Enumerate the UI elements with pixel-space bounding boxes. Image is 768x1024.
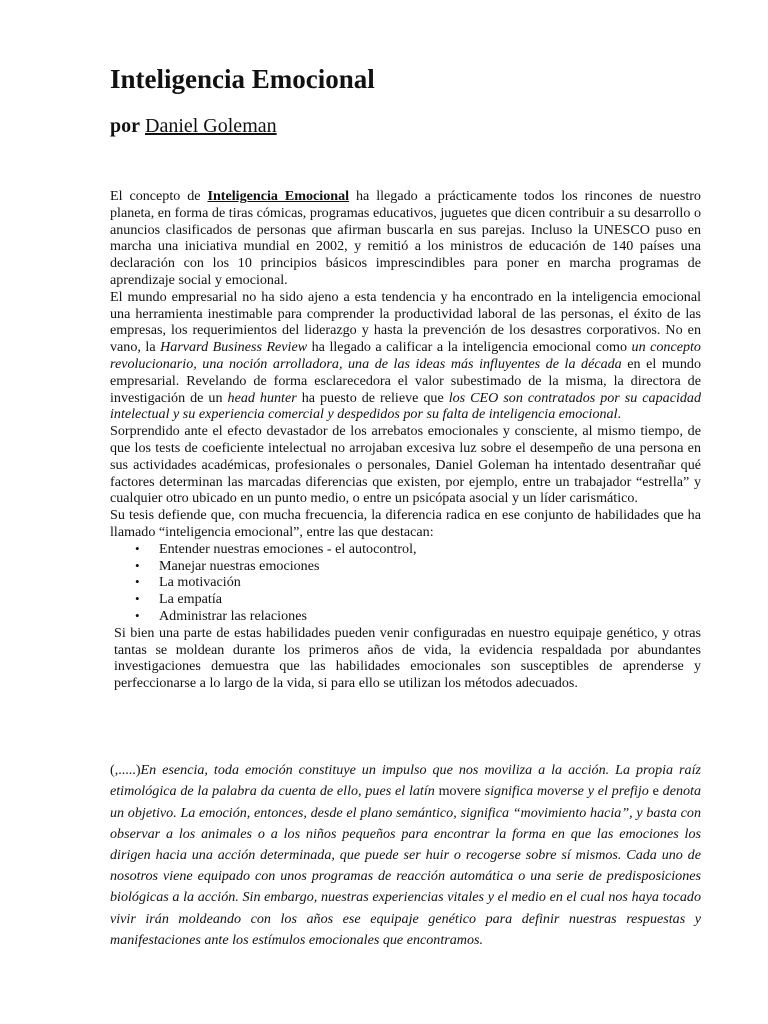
list-item: • Administrar las relaciones	[159, 608, 701, 625]
p2-italic-ceo: los CEO son contratados por su capacidad intelectual y su experiencia comercial y despedidos por su falta de inteligencia emocional	[110, 389, 702, 423]
p2-text-e: .	[617, 406, 622, 423]
skills-list	[110, 541, 701, 625]
paragraph-4: Su tesis defiende que, con mucha frecuencia, la diferencia radica en ese conjunto de habilidades que ha llamado “inteligencia emocional”, entre las que destacan:	[110, 507, 701, 540]
quote-ellipsis: (,.....)	[110, 762, 141, 779]
p2-text-d: ha puesto de relieve que	[296, 389, 449, 406]
p1-text-a: El concepto de	[110, 188, 208, 204]
p2-italic-hbr: Harvard Business Review	[160, 339, 308, 356]
article-body	[110, 188, 701, 692]
list-item: • La empatía	[159, 591, 701, 608]
author-link[interactable]: Daniel Goleman	[145, 115, 277, 137]
byline	[110, 113, 277, 139]
quote-italic-2: significa moverse y el prefijo	[484, 783, 649, 800]
paragraph-1	[110, 188, 701, 289]
document-title: Inteligencia Emocional	[110, 64, 375, 94]
quote-text-movere: movere	[434, 783, 485, 800]
list-item: • Entender nuestras emociones - el autocontrol,	[159, 541, 701, 558]
paragraph-2	[110, 289, 701, 423]
paragraph-5: Si bien una parte de estas habilidades pueden venir configuradas en nuestro equipaje genético, y otras tantas se moldean durante los primeros años de vida, la evidencia respaldada por abundantes investigaciones demuestra que las habilidades emocionales son susceptibles de aprenderse y perfeccionarse a lo largo de la vida, si para ello se utilizan los métodos adecuados.	[114, 624, 701, 692]
quote-text-e: e	[648, 783, 663, 800]
p1-text-b: ha llegado a prácticamente todos los rincones de nuestro planeta, en forma de tiras cómicas, programas educativos, juguetes que dicen contribuir a su desarrollo o anuncios clasificados de personas que afirman buscarla en sus parejas. Incluso la UNESCO puso en marcha una iniciativa mundial en 2002, y remitió a los ministros de educación de 140 países una declaración con los 10 principios básicos imprescindibles para poner en marcha programas de aprendizaje social y emocional.	[110, 188, 701, 288]
byline-prefix: por	[110, 115, 140, 137]
p2-italic-head-hunter: head hunter	[227, 389, 297, 406]
p2-text-b: ha llegado a calificar a la inteligencia emocional como	[307, 339, 632, 356]
quote-paragraph	[110, 760, 701, 951]
p2-italic-concepto: un concepto revolucionario, una noción arrolladora, una de las ideas más influyentes de la década	[110, 339, 701, 372]
list-item: • Manejar nuestras emociones	[159, 558, 701, 575]
quote-italic-1: En esencia, toda emoción constituye un impulso que nos moviliza a la acción. La propia raíz etimológica de la palabra da cuenta de ello, pues el latín	[110, 762, 701, 800]
p2-text-a: El mundo empresarial no ha sido ajeno a esta tendencia y ha encontrado en la inteligencia emocional una herramienta inestimable para comprender la productividad laboral de las personas, el éxito de las empresas, los requerimientos del liderazgo y hasta la prevención de los desastres corporativos. No en vano, la	[110, 288, 701, 356]
paragraph-3: Sorprendido ante el efecto devastador de los arrebatos emocionales y consciente, al mismo tiempo, de que los tests de coeficiente intelectual no arrojaban excesiva luz sobre el desempeño de una persona en sus actividades académicas, profesionales o personales, Daniel Goleman ha intentado desentrañar qué factores determinan las marcadas diferencias que existen, por ejemplo, entre un trabajador “estrella” y cualquier otro ubicado en un punto medio, o entre un psicópata asocial y un líder carismático.	[110, 423, 701, 507]
quote-italic-3: denota un objetivo. La emoción, entonces, desde el plano semántico, significa “movimiento hacia”, y basta con observar a los animales o a los niños pequeños para encontrar la forma en que las emociones los dirigen hacia una acción determinada, que puede ser huir o recogerse sobre sí mismos. Cada uno de nosotros viene equipado con unos programas de reacción automática o una serie de predisposiciones biológicas a la acción. Sin embargo, nuestras experiencias vitales y el medio en el cual nos haya tocado vivir irán moldeando con los años ese equipaje genético para definir nuestras respuestas y manifestaciones ante los estímulos emocionales que encontramos.	[110, 783, 701, 948]
term-inteligencia-emocional: Inteligencia Emocional	[207, 188, 350, 204]
list-item: • La motivación	[159, 574, 701, 591]
p2-text-c: en el mundo empresarial. Revelando de forma esclarecedora el valor subestimado de la misma, la directora de investigación de un	[110, 355, 701, 406]
